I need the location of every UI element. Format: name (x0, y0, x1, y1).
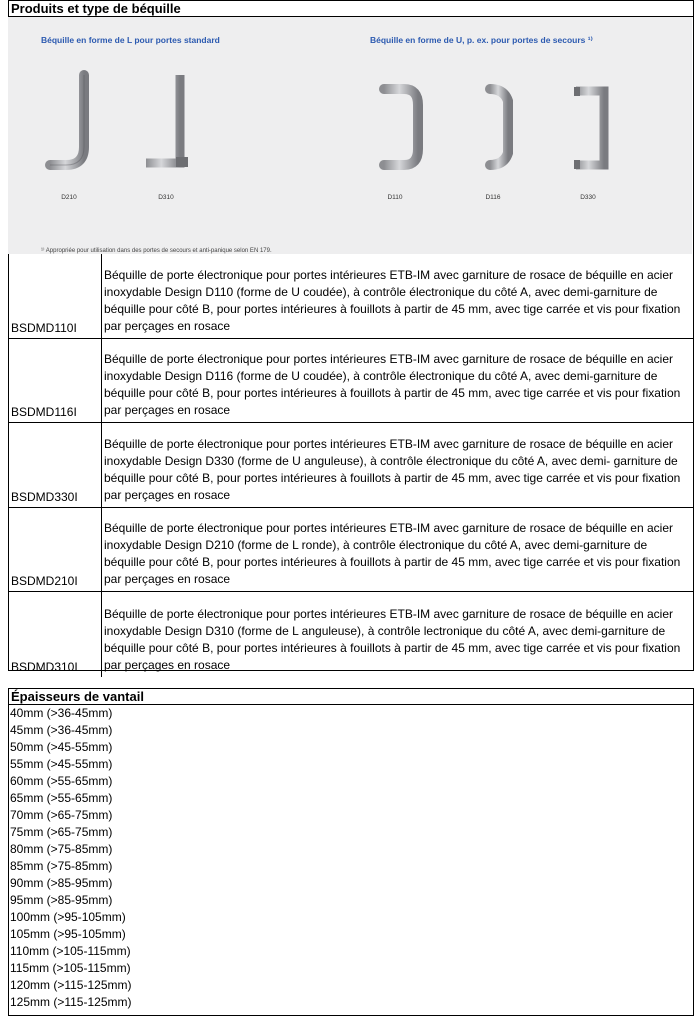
table-row (9, 508, 693, 593)
figure-footnote: ¹⁾ Appropriée pour utilisation dans des portes de secours et anti-panique selon EN 179. (41, 248, 272, 254)
list-item: 80mm (>75-85mm) (10, 842, 113, 856)
l-angular-icon (138, 69, 194, 179)
list-item: 110mm (>105-115mm) (10, 944, 131, 958)
products-section-title: Produits et type de béquille (9, 1, 693, 17)
table-row (9, 339, 693, 424)
products-section (8, 0, 694, 674)
list-item: 75mm (>65-75mm) (10, 825, 113, 839)
handle-code-label: D210 (61, 194, 77, 201)
product-description: Béquille de porte électronique pour portes intérieures ETB-IM avec garniture de rosace de béquille en acier inoxydable Design D330 (forme de U anguleuse), à contrôle électronique du côté A, avec demi- garniture de béquille pour côté B, pour portes intérieures à fouillots à partir de 45 mm, avec tige carrée et vis pour fixation par perçages en rosace (104, 436, 681, 502)
handle-code-label: D116 (485, 194, 501, 201)
u-handles-heading: Béquille en forme de U, p. ex. pour portes de secours ¹⁾ (370, 35, 593, 45)
product-description: Béquille de porte électronique pour portes intérieures ETB-IM avec garniture de rosace de béquille en acier inoxydable Design D310 (forme de L anguleuse), à contrôle lectronique du côté A, avec demi-garniture de béquille pour côté B, pour portes intérieures à fouillots à partir de 45 mm, avec tige carrée et vis pour fixation par perçages en rosace (104, 606, 681, 672)
list-item: 120mm (>115-125mm) (10, 978, 132, 992)
thickness-section-title: Épaisseurs de vantail (9, 689, 693, 705)
handle-code-label: D310 (158, 194, 174, 201)
list-item: 100mm (>95-105mm) (10, 910, 126, 924)
table-row (9, 592, 693, 677)
list-item: 115mm (>105-115mm) (10, 961, 131, 975)
product-code: BSDMD116I (9, 339, 102, 423)
product-code: BSDMD310I (9, 592, 102, 677)
handle-code-label: D110 (387, 194, 403, 201)
handle-code-label: D330 (580, 194, 596, 201)
list-item: 105mm (>95-105mm) (10, 927, 126, 941)
handle-types-figure (8, 17, 692, 254)
thickness-section (8, 688, 694, 1016)
list-item: 125mm (>115-125mm) (10, 995, 132, 1009)
products-table (9, 254, 693, 677)
list-item: 45mm (>36-45mm) (10, 723, 113, 737)
list-item: 95mm (>85-95mm) (10, 893, 113, 907)
u-angular-icon (564, 69, 624, 179)
list-item: 50mm (>45-55mm) (10, 740, 113, 754)
list-item: 70mm (>65-75mm) (10, 808, 113, 822)
product-code: BSDMD330I (9, 423, 102, 507)
table-row (9, 423, 693, 508)
u-round-icon (370, 69, 430, 179)
list-item: 40mm (>36-45mm) (10, 706, 113, 720)
product-code: BSDMD110I (9, 254, 102, 338)
l-handles-heading: Béquille en forme de L pour portes standard (41, 35, 220, 45)
list-item: 90mm (>85-95mm) (10, 876, 113, 890)
product-description: Béquille de porte électronique pour portes intérieures ETB-IM avec garniture de rosace de béquille en acier inoxydable Design D110 (forme de U coudée), à contrôle électronique du côté A, avec demi-garniture de béquille pour côté B, pour portes intérieures à fouillots à partir de 45 mm, avec tige carrée et vis pour fixation par perçages en rosace (104, 267, 681, 333)
table-row (9, 254, 693, 339)
list-item: 85mm (>75-85mm) (10, 859, 113, 873)
u-bent-icon (474, 69, 534, 179)
list-item: 55mm (>45-55mm) (10, 757, 113, 771)
thickness-list (9, 705, 693, 1011)
list-item: 65mm (>55-65mm) (10, 791, 113, 805)
product-description: Béquille de porte électronique pour portes intérieures ETB-IM avec garniture de rosace de béquille en acier inoxydable Design D116 (forme de U coudée), à contrôle électronique du côté A, avec demi-garniture de béquille pour côté B, pour portes intérieures à fouillots à partir de 45 mm, avec tige carrée et vis pour fixation par perçages en rosace (104, 352, 681, 418)
product-description: Béquille de porte électronique pour portes intérieures ETB-IM avec garniture de rosace de béquille en acier inoxydable Design D210 (forme de L ronde), à contrôle électronique du côté A, avec demi-garniture de béquille pour côté B, pour portes intérieures à fouillots à partir de 45 mm, avec tige carrée et vis pour fixation par perçages en rosace (104, 521, 681, 587)
list-item: 60mm (>55-65mm) (10, 774, 113, 788)
product-code: BSDMD210I (9, 508, 102, 592)
l-round-icon (44, 69, 100, 179)
